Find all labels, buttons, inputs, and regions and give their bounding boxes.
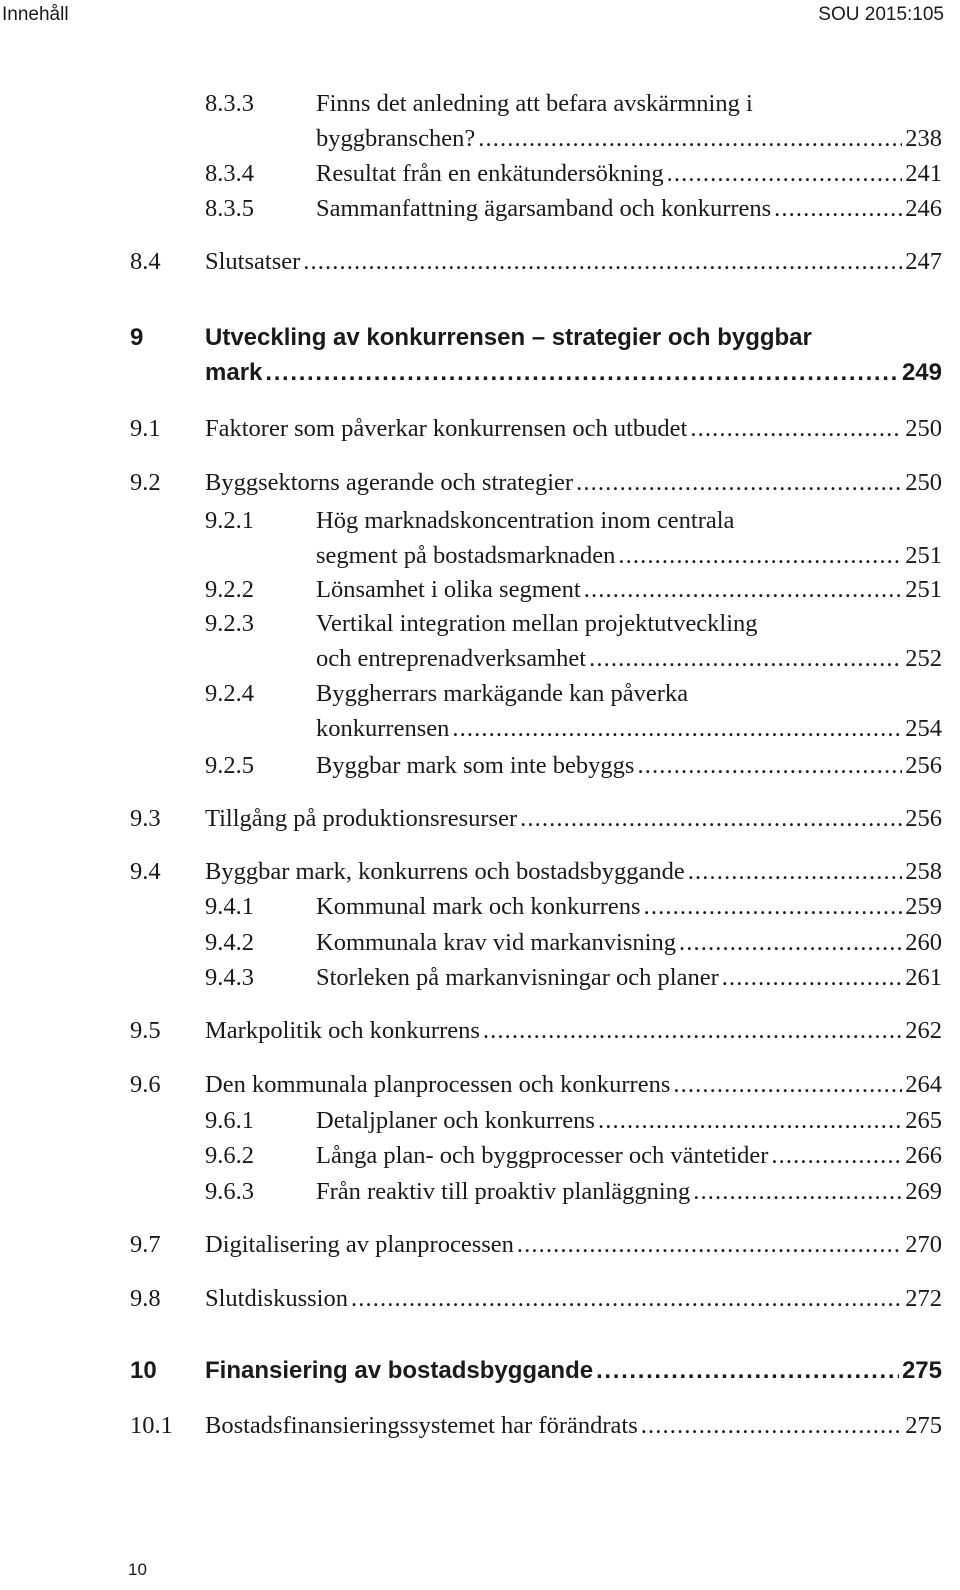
toc-entry-number: 9.2.1 bbox=[205, 507, 254, 534]
toc-entry-title: Resultat från en enkätundersökning bbox=[316, 160, 664, 187]
toc-entry-page: 266 bbox=[905, 1142, 942, 1169]
toc-entry-title: Lönsamhet i olika segment bbox=[316, 576, 581, 603]
dot-leader bbox=[774, 193, 902, 225]
toc-entry-title: Slutsatser bbox=[205, 248, 301, 275]
dot-leader bbox=[693, 1176, 902, 1208]
toc-entry-number: 9.4 bbox=[130, 858, 161, 885]
toc-entry-number: 9.1 bbox=[130, 415, 161, 442]
toc-entry-number: 10.1 bbox=[130, 1412, 173, 1439]
dot-leader bbox=[641, 1410, 903, 1442]
toc-entry-page: 275 bbox=[901, 1357, 942, 1384]
toc-entry-number: 9.7 bbox=[130, 1231, 161, 1258]
dot-leader bbox=[673, 1069, 902, 1101]
toc-entry-number: 9.2 bbox=[130, 469, 161, 496]
toc-entry-page: 251 bbox=[905, 542, 942, 569]
page-number: 10 bbox=[128, 1560, 147, 1579]
toc-entry-page: 246 bbox=[905, 195, 942, 222]
dot-leader bbox=[517, 1229, 902, 1261]
dot-leader bbox=[576, 467, 902, 499]
dot-leader bbox=[771, 1140, 902, 1172]
toc-entry-title: Markpolitik och konkurrens bbox=[205, 1017, 480, 1044]
dot-leader bbox=[618, 540, 902, 572]
toc-entry-title: Byggbar mark, konkurrens och bostadsbyggande bbox=[205, 858, 685, 885]
dot-leader bbox=[690, 413, 902, 445]
toc-entry-title: Utveckling av konkurrensen – strategier och byggbar bbox=[205, 324, 812, 351]
toc-entry-title: Kommunal mark och konkurrens bbox=[316, 893, 641, 920]
toc-entry-page: 258 bbox=[905, 858, 942, 885]
dot-leader bbox=[483, 1015, 902, 1047]
toc-entry-page: 256 bbox=[905, 752, 942, 779]
toc-entry-page: 270 bbox=[905, 1231, 942, 1258]
toc-entry-page: 256 bbox=[905, 805, 942, 832]
toc-entry-title: Slutdiskussion bbox=[205, 1285, 348, 1312]
dot-leader bbox=[265, 357, 899, 389]
toc-entry-number: 9.4.1 bbox=[205, 893, 254, 920]
toc-entry-number: 10 bbox=[130, 1357, 157, 1384]
running-header-report: SOU 2015:105 bbox=[818, 4, 944, 25]
toc-entry-title: Storleken på markanvisningar och planer bbox=[316, 964, 719, 991]
toc-entry-title: Kommunala krav vid markanvisning bbox=[316, 929, 676, 956]
toc-entry-number: 9.3 bbox=[130, 805, 161, 832]
dot-leader bbox=[637, 750, 902, 782]
toc-entry-page: 238 bbox=[905, 125, 942, 152]
dot-leader bbox=[722, 962, 902, 994]
toc-entry-title: Tillgång på produktionsresurser bbox=[205, 805, 518, 832]
toc-entry-title: Hög marknadskoncentration inom centrala bbox=[316, 507, 735, 534]
toc-entry-page: 249 bbox=[901, 359, 942, 386]
dot-leader bbox=[478, 123, 902, 155]
toc-entry-title: konkurrensen bbox=[316, 715, 450, 742]
dot-leader bbox=[589, 643, 902, 675]
toc-entry-number: 9.5 bbox=[130, 1017, 161, 1044]
dot-leader bbox=[644, 891, 903, 923]
toc-entry-title: Finns det anledning att befara avskärmning i bbox=[316, 90, 753, 117]
toc-entry-number: 9.2.5 bbox=[205, 752, 254, 779]
dot-leader bbox=[584, 574, 903, 606]
toc-entry-page: 250 bbox=[905, 415, 942, 442]
toc-entry-title: Vertikal integration mellan projektutveckling bbox=[316, 610, 758, 637]
toc-entry-page: 275 bbox=[905, 1412, 942, 1439]
dot-leader bbox=[351, 1283, 902, 1315]
toc-entry-number: 9.8 bbox=[130, 1285, 161, 1312]
toc-entry-number: 9.4.2 bbox=[205, 929, 254, 956]
toc-entry-page: 254 bbox=[905, 715, 942, 742]
toc-entry-title: Byggbar mark som inte bebyggs bbox=[316, 752, 635, 779]
dot-leader bbox=[596, 1355, 899, 1387]
toc-entry-title: segment på bostadsmarknaden bbox=[316, 542, 616, 569]
toc-entry-page: 259 bbox=[905, 893, 942, 920]
toc-entry-title: Faktorer som påverkar konkurrensen och utbudet bbox=[205, 415, 688, 442]
toc-entry-page: 265 bbox=[905, 1107, 942, 1134]
toc-entry-page: 250 bbox=[905, 469, 942, 496]
toc-entry-title: byggbranschen? bbox=[316, 125, 476, 152]
toc-entry-number: 9.6.3 bbox=[205, 1178, 254, 1205]
dot-leader bbox=[667, 158, 903, 190]
toc-entry-title: Långa plan- och byggprocesser och väntetider bbox=[316, 1142, 769, 1169]
dot-leader bbox=[679, 927, 902, 959]
toc-entry-title: Sammanfattning ägarsamband och konkurrens bbox=[316, 195, 772, 222]
toc-entry-title: Den kommunala planprocessen och konkurrens bbox=[205, 1071, 671, 1098]
toc-entry-page: 247 bbox=[905, 248, 942, 275]
toc-entry-number: 8.3.3 bbox=[205, 90, 254, 117]
toc-entry-title: Från reaktiv till proaktiv planläggning bbox=[316, 1178, 691, 1205]
dot-leader bbox=[520, 803, 902, 835]
toc-entry-page: 272 bbox=[905, 1285, 942, 1312]
toc-entry-number: 9.4.3 bbox=[205, 964, 254, 991]
toc-entry-title: Detaljplaner och konkurrens bbox=[316, 1107, 595, 1134]
toc-entry-title: och entreprenadverksamhet bbox=[316, 645, 587, 672]
toc-entry-page: 269 bbox=[905, 1178, 942, 1205]
dot-leader bbox=[688, 856, 903, 888]
toc-entry-number: 9.2.4 bbox=[205, 680, 254, 707]
toc-entry-number: 8.3.4 bbox=[205, 160, 254, 187]
toc-entry-page: 241 bbox=[905, 160, 942, 187]
dot-leader bbox=[598, 1105, 902, 1137]
toc-entry-page: 251 bbox=[905, 576, 942, 603]
toc-entry-page: 252 bbox=[905, 645, 942, 672]
toc-entry-title: Byggherrars markägande kan påverka bbox=[316, 680, 689, 707]
toc-entry-number: 9.6.2 bbox=[205, 1142, 254, 1169]
toc-entry-title: mark bbox=[205, 359, 263, 386]
toc-entry-number: 9.2.2 bbox=[205, 576, 254, 603]
toc-entry-page: 262 bbox=[905, 1017, 942, 1044]
toc-entry-number: 8.3.5 bbox=[205, 195, 254, 222]
dot-leader bbox=[303, 246, 902, 278]
toc-entry-page: 261 bbox=[905, 964, 942, 991]
toc-entry-title: Bostadsfinansieringssystemet har förändrats bbox=[205, 1412, 638, 1439]
toc-entry-number: 9 bbox=[130, 324, 144, 351]
toc-entry-title: Finansiering av bostadsbyggande bbox=[205, 1357, 594, 1384]
toc-entry-number: 9.6.1 bbox=[205, 1107, 254, 1134]
toc-entry-page: 260 bbox=[905, 929, 942, 956]
toc-entry-page: 264 bbox=[905, 1071, 942, 1098]
dot-leader bbox=[452, 713, 902, 745]
toc-entry-title: Digitalisering av planprocessen bbox=[205, 1231, 514, 1258]
toc-entry-number: 8.4 bbox=[130, 248, 161, 275]
toc-entry-title: Byggsektorns agerande och strategier bbox=[205, 469, 574, 496]
running-header-section: Innehåll bbox=[2, 4, 69, 25]
toc-entry-number: 9.6 bbox=[130, 1071, 161, 1098]
toc-entry-number: 9.2.3 bbox=[205, 610, 254, 637]
